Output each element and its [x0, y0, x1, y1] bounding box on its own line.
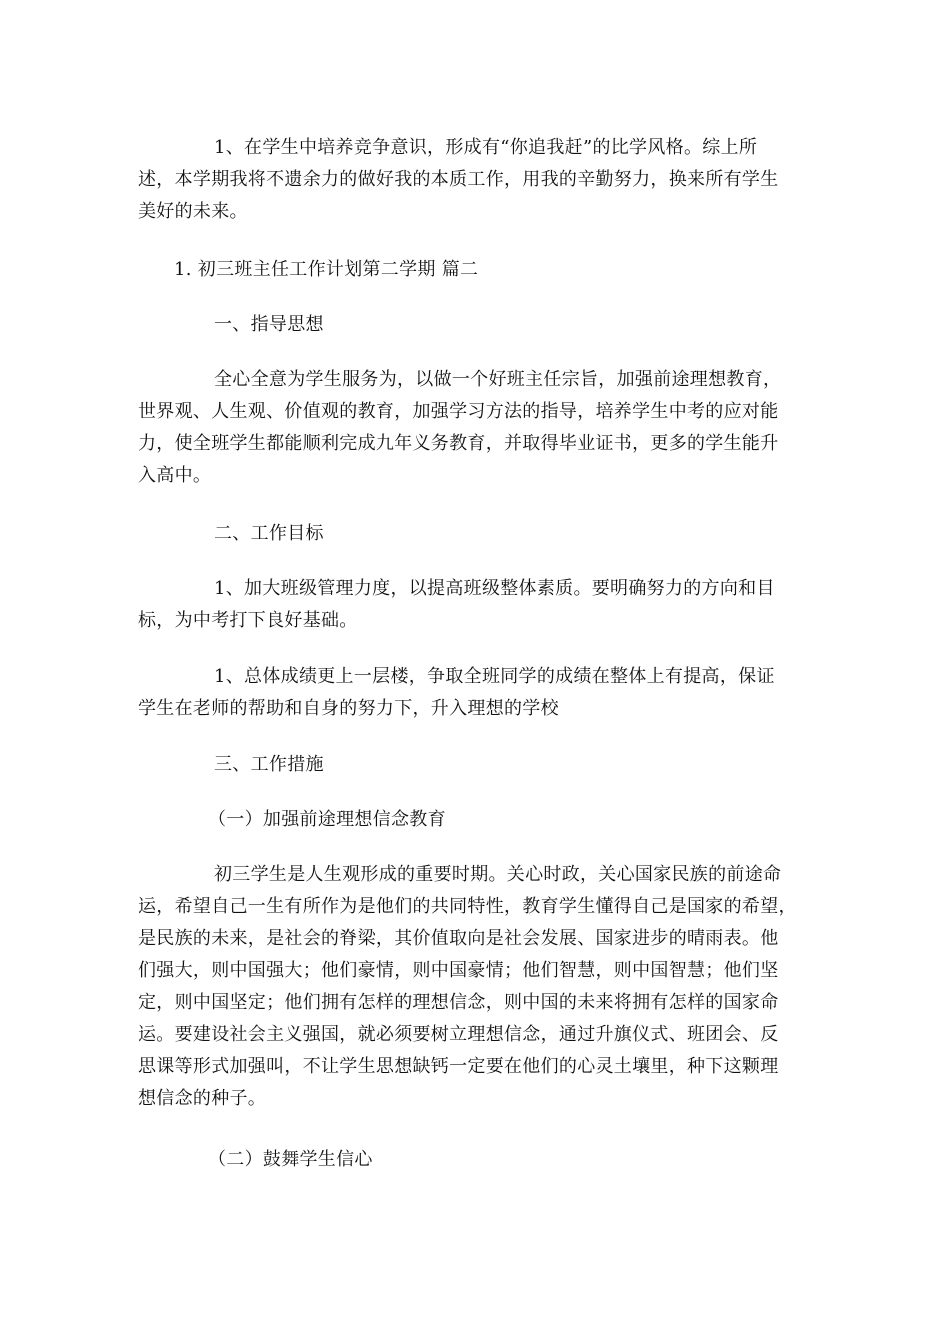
- text-line: 运。要建设社会主义强国，就必须要树立理想信念，通过升旗仪式、班团会、反: [138, 1024, 779, 1045]
- heading-text: 二、工作目标: [214, 523, 324, 544]
- text-line: 运，希望自己一生有所作为是他们的共同特性，教育学生懂得自己是国家的希望，: [138, 896, 797, 917]
- text-line: 美好的未来。: [138, 201, 248, 222]
- title-text: 1. 初三班主任工作计划第二学期 篇二: [174, 259, 479, 280]
- text-line: 学生在老师的帮助和自身的努力下，升入理想的学校: [138, 698, 559, 719]
- text-line: 1、加大班级管理力度，以提高班级整体素质。要明确努力的方向和目: [214, 578, 775, 599]
- text-line: 入高中。: [138, 465, 212, 486]
- paragraph-summary: [138, 132, 818, 228]
- heading-text: 三、工作措施: [214, 754, 324, 775]
- paragraph-guiding-thought: [138, 364, 818, 492]
- subsection-heading-confidence: [138, 1144, 818, 1176]
- section-heading-work-measures: [138, 749, 818, 781]
- paragraph-goal-2: [138, 661, 818, 725]
- text-line: 定，则中国坚定；他们拥有怎样的理想信念，则中国的未来将拥有怎样的国家命: [138, 992, 779, 1013]
- document-title: [138, 254, 818, 286]
- text-line: 1、在学生中培养竞争意识，形成有“你追我赶”的比学风格。综上所: [214, 137, 758, 158]
- heading-text: 一、指导思想: [214, 314, 324, 335]
- text-line: 标，为中考打下良好基础。: [138, 610, 358, 631]
- text-line: 想信念的种子。: [138, 1088, 267, 1109]
- text-line: 述，本学期我将不遗余力的做好我的本质工作，用我的辛勤努力，换来所有学生: [138, 169, 779, 190]
- section-heading-work-goals: [138, 518, 818, 550]
- text-line: 全心全意为学生服务为，以做一个好班主任宗旨，加强前途理想教育，: [214, 369, 782, 390]
- heading-text: （一）加强前途理想信念教育: [208, 809, 446, 830]
- paragraph-goal-1: [138, 573, 818, 637]
- text-line: 初三学生是人生观形成的重要时期。关心时政，关心国家民族的前途命: [214, 864, 782, 885]
- paragraph-ideals: [138, 859, 818, 1115]
- heading-text: （二）鼓舞学生信心: [208, 1149, 373, 1170]
- text-line: 是民族的未来，是社会的脊梁，其价值取向是社会发展、国家进步的晴雨表。他: [138, 928, 779, 949]
- text-line: 思课等形式加强叫，不让学生思想缺钙一定要在他们的心灵土壤里，种下这颗理: [138, 1056, 779, 1077]
- text-line: 世界观、人生观、价值观的教育，加强学习方法的指导，培养学生中考的应对能: [138, 401, 779, 422]
- text-line: 1、总体成绩更上一层楼，争取全班同学的成绩在整体上有提高，保证: [214, 666, 775, 687]
- text-line: 力，使全班学生都能顺利完成九年义务教育，并取得毕业证书，更多的学生能升: [138, 433, 779, 454]
- text-line: 们强大，则中国强大；他们豪情，则中国豪情；他们智慧，则中国智慧；他们坚: [138, 960, 779, 981]
- subsection-heading-ideals: [138, 804, 818, 836]
- section-heading-guiding-thought: [138, 309, 818, 341]
